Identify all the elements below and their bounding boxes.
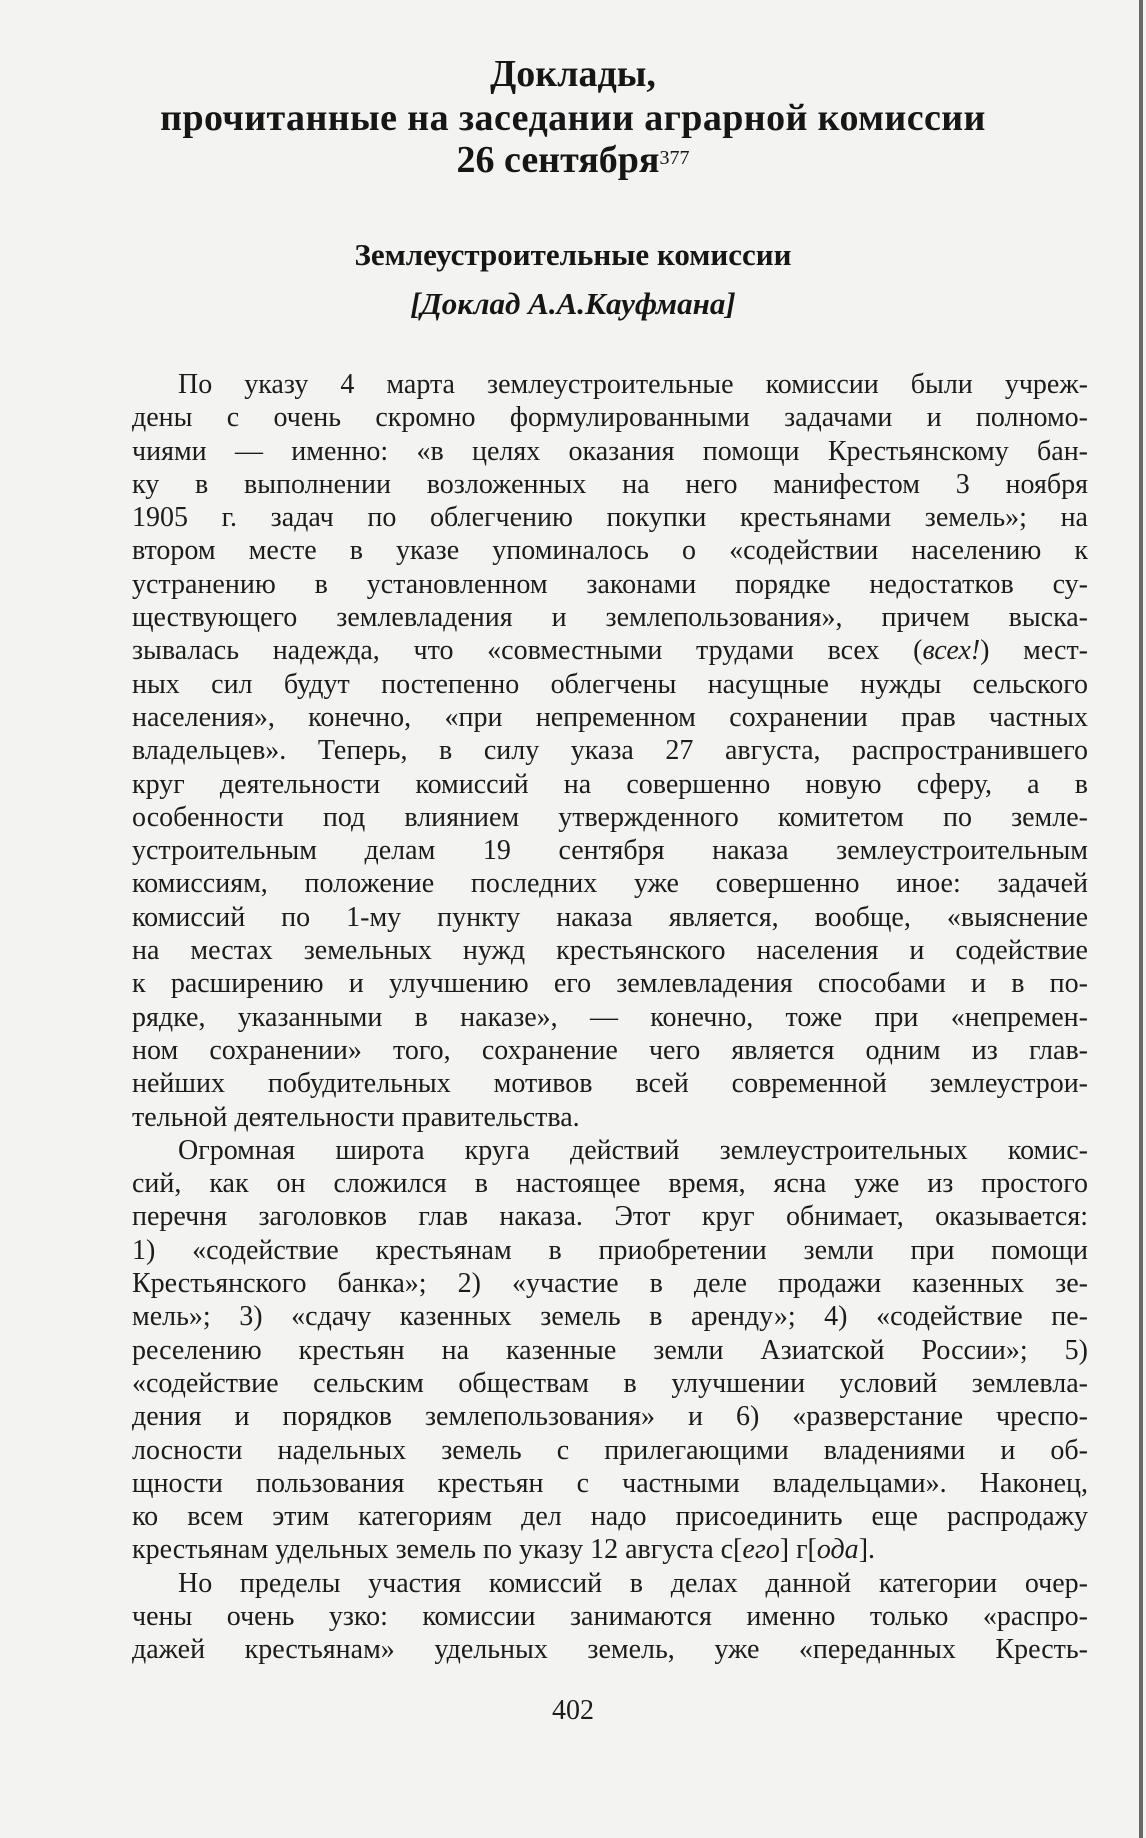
text-line bbox=[132, 1300, 1088, 1333]
text-line bbox=[132, 1200, 1088, 1233]
text-line bbox=[132, 1267, 1088, 1300]
text-line bbox=[132, 1567, 1088, 1600]
text-line bbox=[132, 468, 1088, 501]
text-line bbox=[132, 967, 1088, 1000]
text-segment: реселению крестьян на казенные земли Азиатской России»; 5) bbox=[132, 1334, 1088, 1366]
text-line bbox=[132, 1134, 1088, 1167]
text-segment: устроительным делам 19 сентября наказа землеустроительным bbox=[132, 835, 1088, 867]
text-line bbox=[132, 801, 1088, 834]
italic-segment: его bbox=[742, 1534, 780, 1566]
text-line bbox=[132, 701, 1088, 734]
text-segment: чиями — именно: «в целях оказания помощи Крестьянскому бан- bbox=[132, 435, 1088, 467]
text-segment: лосности надельных земель с прилегающими владениями и об- bbox=[132, 1434, 1088, 1466]
text-segment: населения», конечно, «при непременном сохранении прав частных bbox=[132, 701, 1088, 733]
text-line bbox=[132, 534, 1088, 567]
text-line bbox=[132, 568, 1088, 601]
title-line-2: прочитанные на заседании аграрной комиссии bbox=[160, 97, 986, 139]
page-number: 402 bbox=[552, 1695, 594, 1726]
title-line-3 bbox=[0, 138, 1146, 182]
text-segment: устранению в установленном законами порядке недостатков су- bbox=[132, 568, 1088, 600]
text-line bbox=[132, 1067, 1088, 1100]
text-segment: зывалась надежда, что «совместными трудами всех ( bbox=[132, 635, 923, 667]
page-edge-shadow bbox=[1139, 0, 1143, 1838]
text-line bbox=[132, 1500, 1088, 1533]
title-date: 26 сентября bbox=[456, 139, 660, 181]
text-line bbox=[132, 1434, 1088, 1467]
text-line bbox=[132, 1367, 1088, 1400]
paragraph bbox=[132, 368, 1088, 1134]
text-line bbox=[132, 834, 1088, 867]
text-segment: Крестьянского банка»; 2) «участие в деле продажи казенных зе- bbox=[132, 1268, 1088, 1300]
text-segment: ных сил будут постепенно облегчены насущные нужды сельского bbox=[132, 668, 1088, 700]
text-segment: ном сохранении» того, сохранение чего является одним из глав- bbox=[132, 1034, 1088, 1066]
text-line bbox=[132, 934, 1088, 967]
paragraph bbox=[132, 1567, 1088, 1667]
text-segment: ]. bbox=[858, 1534, 876, 1566]
text-line bbox=[132, 901, 1088, 934]
text-segment: ку в выполнении возложенных на него манифестом 3 ноября bbox=[132, 468, 1088, 500]
text-segment: к расширению и улучшению его землевладения способами и в по- bbox=[132, 968, 1088, 1000]
text-segment: 1905 г. задач по облегчению покупки крестьянами земель»; на bbox=[132, 502, 1088, 534]
text-line bbox=[132, 1167, 1088, 1200]
text-segment: Но пределы участия комиссий в делах данной категории очер- bbox=[178, 1567, 1088, 1599]
paragraph bbox=[132, 1134, 1088, 1567]
text-segment: дены с очень скромно формулированными задачами и полномо- bbox=[132, 402, 1088, 434]
text-segment: крестьянам удельных земель по указу 12 августа с[ bbox=[132, 1534, 743, 1566]
text-segment: перечня заголовков глав наказа. Этот круг обнимает, оказывается: bbox=[132, 1201, 1088, 1233]
text-segment: Огромная широта круга действий землеустроительных комис- bbox=[178, 1134, 1088, 1166]
text-segment: «содействие сельским обществам в улучшении условий землевла- bbox=[132, 1367, 1088, 1399]
text-line bbox=[132, 435, 1088, 468]
italic-segment: всех! bbox=[922, 635, 981, 667]
text-segment: чены очень узко: комиссии занимаются именно только «распро- bbox=[132, 1600, 1088, 1632]
text-segment: тельной деятельности правительства. bbox=[132, 1101, 580, 1133]
section-title: Землеустроительные комиссии bbox=[354, 237, 792, 272]
text-segment: владельцев». Теперь, в силу указа 27 августа, распространившего bbox=[132, 735, 1088, 767]
text-line bbox=[132, 668, 1088, 701]
text-segment: на местах земельных нужд крестьянского населения и содействие bbox=[132, 935, 1088, 967]
text-segment: нейших побудительных мотивов всей современной землеустрои- bbox=[132, 1068, 1088, 1100]
text-line bbox=[132, 1600, 1088, 1633]
footnote-reference: 377 bbox=[659, 147, 690, 169]
text-line bbox=[132, 368, 1088, 401]
title-line-1: Доклады, bbox=[490, 53, 656, 95]
text-segment: круг деятельности комиссий на совершенно новую сферу, а в bbox=[132, 768, 1088, 800]
text-segment: рядке, указанными в наказе», — конечно, тоже при «непремен- bbox=[132, 1001, 1088, 1033]
text-line bbox=[132, 501, 1088, 534]
text-line bbox=[132, 867, 1088, 900]
text-line bbox=[132, 1234, 1088, 1267]
text-line bbox=[132, 1633, 1088, 1666]
text-segment: комиссиям, положение последних уже совершенно иное: задачей bbox=[132, 868, 1088, 900]
text-segment: комиссий по 1-му пункту наказа является, вообще, «выяснение bbox=[132, 901, 1088, 933]
text-segment: мель»; 3) «сдачу казенных земель в аренду»; 4) «содействие пе- bbox=[132, 1301, 1088, 1333]
text-line bbox=[132, 1467, 1088, 1500]
text-segment: ко всем этим категориям дел надо присоединить еще распродажу bbox=[132, 1501, 1088, 1533]
text-segment: ществующего землевладения и землепользования», причем выска- bbox=[132, 602, 1088, 634]
text-segment: сий, как он сложился в настоящее время, ясна уже из простого bbox=[132, 1168, 1088, 1200]
text-segment: особенности под влиянием утвержденного комитетом по земле- bbox=[132, 801, 1088, 833]
text-line bbox=[132, 1400, 1088, 1433]
text-segment: 1) «содействие крестьянам в приобретении земли при помощи bbox=[132, 1234, 1088, 1266]
text-line bbox=[132, 1101, 1088, 1134]
text-segment: щности пользования крестьян с частными владельцами». Наконец, bbox=[132, 1467, 1088, 1499]
text-line bbox=[132, 1533, 1088, 1566]
text-line bbox=[132, 734, 1088, 767]
author-note: [Доклад А.А.Кауфмана] bbox=[410, 286, 736, 321]
text-line bbox=[132, 401, 1088, 434]
text-segment: втором месте в указе упоминалось о «содействии населению к bbox=[132, 535, 1088, 567]
text-line bbox=[132, 634, 1088, 667]
italic-segment: ода bbox=[816, 1534, 859, 1566]
text-segment: дения и порядков землепользования» и 6) «разверстание чреспо- bbox=[132, 1401, 1088, 1433]
body-text bbox=[132, 368, 1088, 1667]
text-line bbox=[132, 601, 1088, 634]
text-line bbox=[132, 1334, 1088, 1367]
text-segment: ] г[ bbox=[779, 1534, 817, 1566]
text-line bbox=[132, 1034, 1088, 1067]
text-segment: ) мест- bbox=[980, 635, 1088, 667]
text-segment: По указу 4 марта землеустроительные комиссии были учреж- bbox=[178, 369, 1088, 400]
text-segment: дажей крестьянам» удельных земель, уже «переданных Кресть- bbox=[132, 1634, 1088, 1666]
text-line bbox=[132, 1001, 1088, 1034]
text-line bbox=[132, 768, 1088, 801]
